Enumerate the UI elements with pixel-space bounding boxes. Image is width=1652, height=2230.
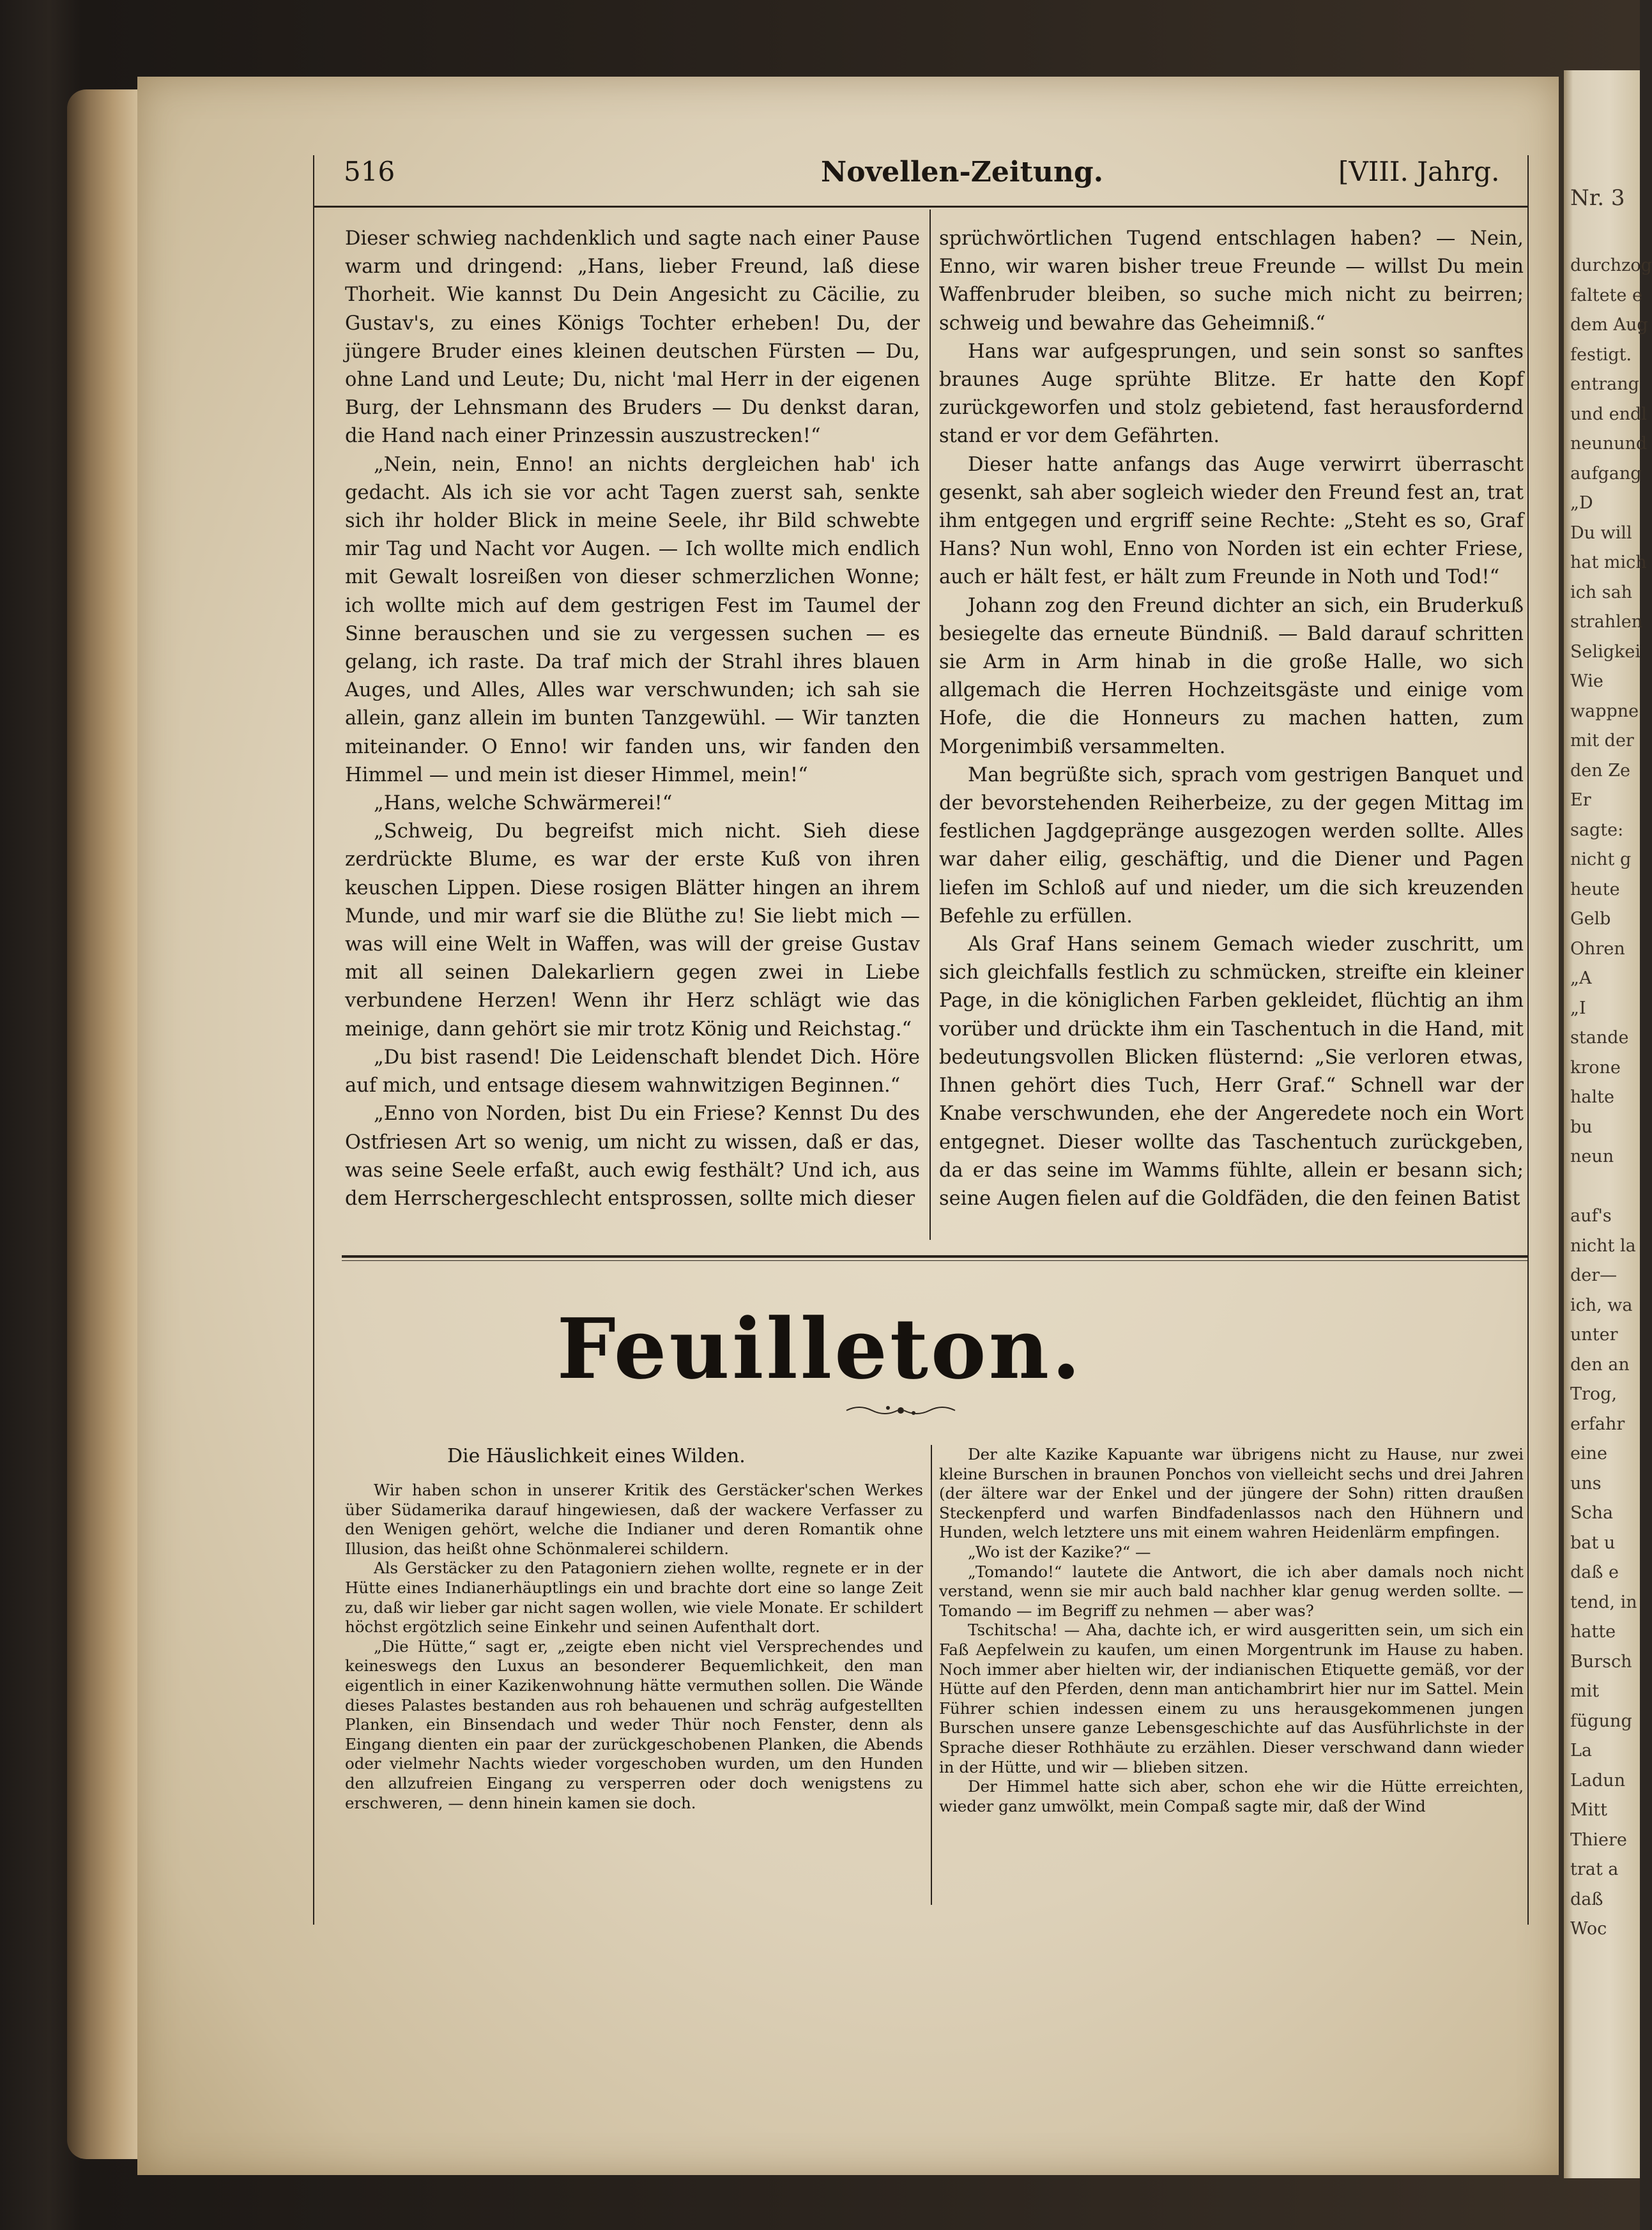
next-page-line: „I	[1570, 998, 1586, 1018]
volume-year: [VIII. Jahrg.	[1338, 156, 1500, 187]
next-page-line: Thiere	[1570, 1829, 1627, 1850]
next-page-line: Scha	[1570, 1503, 1614, 1523]
next-page-line: Wie	[1570, 671, 1603, 691]
next-page-line: den Ze	[1570, 760, 1630, 781]
next-page-line: trat a	[1570, 1860, 1619, 1879]
column-divider-feuilleton	[931, 1445, 932, 1905]
next-page-line: hatte	[1570, 1622, 1616, 1642]
next-page-line: Du will	[1570, 523, 1632, 543]
next-page-line: Mitt	[1570, 1800, 1607, 1820]
feuilleton-heading: Feuilleton.	[556, 1300, 1083, 1398]
paragraph: Wir haben schon in unserer Kritik des Gerstäcker'schen Werkes über Südamerika darauf hingewiesen, daß der wackere Verfasser zu den Wenigen gehört, welche die Indianer und deren Romantik ohne Illusion, das heißt ohne Schönmalerei schildern.	[345, 1481, 923, 1558]
next-page-line: Ladun	[1570, 1770, 1626, 1791]
next-page-line: unter	[1570, 1325, 1618, 1345]
next-page-line: ich, wa	[1570, 1295, 1633, 1315]
paragraph: „Die Hütte,“ sagt er, „zeigte eben nicht viel Versprechendes und keineswegs den Luxus an besonderer Bequemlichkeit, den man eigentlich in einer Kazikenwohnung hätte vermuthen sollen. Die Wände dieses Palastes bestanden aus roh behauenen und schräg aufgestellten Planken, ein Binsendach und weder Thür noch Fenster, denn als Eingang dienten ein paar der zurückgeschobenen Planken, die Abends oder vielmehr Nachts wieder vorgeschoben wurden, um den Hunden den allzufreien Eingang zu versperren oder doch wenigstens zu erschweren, — denn hinein kamen sie doch.	[345, 1637, 923, 1812]
paragraph: Dieser hatte anfangs das Auge verwirrt überrascht gesenkt, sah aber sogleich wieder den Freund fest an, trat ihm entgegen und ergriff seine Rechte: „Steht es so, Graf Hans? Nun wohl, Enno von Norden ist ein echter Friese, auch er hält fest, er hält zum Freunde in Noth und Tod!“	[939, 453, 1524, 589]
next-page-line: heute	[1570, 879, 1620, 899]
next-page-line: mit	[1570, 1681, 1600, 1701]
paragraph: Tschitscha! — Aha, dachte ich, er wird ausgeritten sein, um sich ein Faß Aepfelwein zu kaufen, um einen Morgentrunk im Hause zu haben. Noch immer aber hielten wir, der indianischen Etiquette gemäß, vor der Hütte auf den Pferden, denn man antichambrirt hier nur im Sattel. Mein Führer schien indessen einem zu uns herausgekommenen jungen Burschen unsere ganze Lebensgeschichte auf das Ausführlichste in der Sprache dieser Rothhäute zu erzählen. Dieser verschwand dann wieder in der Hütte, und wir — blieben sitzen.	[939, 1621, 1524, 1776]
next-page-line: mit der	[1570, 731, 1634, 751]
left-frame-line	[313, 155, 314, 1925]
feuilleton-left-column	[345, 1481, 923, 1915]
feuilleton-rule-lower	[342, 1260, 1529, 1261]
next-page-line: krone	[1570, 1057, 1621, 1078]
paragraph: Johann zog den Freund dichter an sich, ein Bruderkuß besiegelte das erneute Bündniß. — Bald darauf schritten sie Arm in Arm hinab in die große Halle, wo sich allgemach die Herren Hochzeitsgäste und einige vom Hofe, die die Honneurs zu machen hatten, zum Morgenimbiß versammelten.	[939, 594, 1524, 758]
column-divider-top	[929, 210, 931, 1240]
paragraph: „Wo ist der Kazike?“ —	[968, 1542, 1151, 1561]
right-frame-line	[1527, 155, 1529, 1925]
ornament-flourish	[843, 1402, 958, 1419]
next-page-line: Er	[1570, 790, 1591, 810]
next-page-line: und endl	[1570, 404, 1647, 424]
next-page-line: ich sah	[1570, 582, 1633, 602]
next-page-line: eine	[1570, 1444, 1607, 1463]
feuilleton-right-column	[939, 1445, 1524, 1918]
paragraph: sprüchwörtlichen Tugend entschlagen haben? — Nein, Enno, wir waren bisher treue Freunde — willst Du mein Waffenbruder bleiben, so suche mich nicht zu beirren; schweig und bewahre das Geheimniß.“	[939, 227, 1524, 335]
next-page-line: den an	[1570, 1354, 1630, 1375]
paragraph: Man begrüßte sich, sprach vom gestrigen Banquet und der bevorstehenden Reiherbeize, zu der gegen Mittag im festlichen Jagdgepränge ausgezogen werden sollte. Alles war daher eilig, geschäftig, und die Diener und Pagen liefen im Schloß auf und nieder, um die sich kreuzenden Befehle zu erfüllen.	[939, 763, 1524, 928]
next-page-line: wappne	[1570, 701, 1639, 721]
next-page-line: fügung	[1570, 1711, 1632, 1731]
paragraph: Hans war aufgesprungen, und sein sonst so sanftes braunes Auge sprühte Blitze. Er hatte den Kopf zurückgeworfen und stolz gebietend, fast herausfordernd stand er vor dem Gefährten.	[939, 340, 1524, 448]
next-page-line: sagte:	[1570, 820, 1624, 840]
paragraph: Der Himmel hatte sich aber, schon ehe wir die Hütte erreichten, wieder ganz umwölkt, mein Compaß sagte mir, daß der Wind	[939, 1777, 1524, 1815]
next-page-line: halte	[1570, 1087, 1614, 1107]
next-page-line: „A	[1570, 968, 1592, 988]
feuilleton-rule-upper	[342, 1255, 1529, 1258]
next-page-line: Ohren	[1570, 938, 1625, 959]
next-page-line: daß e	[1570, 1562, 1619, 1582]
paragraph: Als Graf Hans seinem Gemach wieder zuschritt, um sich gleichfalls festlich zu schmücken, streifte ein kleiner Page, in die königlichen Farben gekleidet, flüchtig an ihm vorüber und drückte ihm ein Taschentuch in die Hand, mit bedeutungsvollen Blicken flüsternd: „Sie verloren etwas, Ihnen gehört dies Tuch, Herr Graf.“ Schnell war der Knabe verschwunden, ehe der Angeredete noch ein Wort entgegnet. Dieser wollte das Taschentuch zurückgeben, da er das seine im Wamms fühlte, allein er besann sich; seine Augen fielen auf die Goldfäden, die den feinen Batist	[939, 933, 1524, 1210]
paragraph: Der alte Kazike Kapuante war übrigens nicht zu Hause, nur zwei kleine Burschen in braunen Ponchos von vielleicht sechs und drei Jahren (der ältere war der Enkel und der jüngere der Sohn) ritten draußen Steckenpferd und warfen Bindfadenlassos nach den Hühnern und Hunden, welch letztere uns mit einem wahren Heidenlärm empfingen.	[939, 1445, 1524, 1542]
article-title: Die Häuslichkeit eines Wilden.	[447, 1445, 746, 1467]
next-page-line: stande	[1570, 1028, 1629, 1048]
next-page-line: bu	[1570, 1117, 1593, 1137]
next-page-line: La	[1570, 1741, 1593, 1760]
header-rule	[313, 206, 1529, 208]
next-page-line: dem Aug	[1570, 315, 1648, 335]
next-page-line: neunund	[1570, 434, 1648, 454]
newspaper-title: Novellen-Zeitung.	[821, 156, 1104, 188]
next-page-line: erfahr	[1570, 1414, 1625, 1434]
next-page-line: auf's	[1570, 1206, 1612, 1226]
paragraph: „Hans, welche Schwärmerei!“	[374, 792, 673, 815]
book-page-edges	[67, 89, 144, 2159]
next-page-line: durchzog	[1570, 256, 1652, 275]
next-page-line: Woc	[1570, 1919, 1607, 1939]
paragraph: „Du bist rasend! Die Leidenschaft blendet Dich. Höre auf mich, und entsage diesem wahnwitzigen Beginnen.“	[345, 1046, 920, 1097]
next-page-line: uns	[1570, 1473, 1602, 1493]
next-page-line: bat u	[1570, 1532, 1616, 1553]
next-page-line: tend, in	[1570, 1592, 1637, 1612]
paragraph: Als Gerstäcker zu den Patagoniern ziehen wollte, regnete er in der Hütte eines Indianerhäuptlings ein und brachte dort eine so lange Zeit zu, daß wir lieber gar nicht sagen wollen, wie viele Monate. Er schildert höchst ergötzlich seine Einkehr und seinen Aufenthalt dort.	[345, 1559, 923, 1637]
next-page-line: Gelb	[1570, 909, 1611, 929]
next-page-line: „D	[1570, 493, 1593, 513]
paragraph: „Enno von Norden, bist Du ein Friese? Kennst Du des Ostfriesen Art so wenig, um nicht zu wissen, daß er das, was seine Seele erfaßt, auch ewig festhält? Und ich, aus dem Herrschergeschlecht entsprossen, sollte mich dieser	[345, 1103, 920, 1210]
next-page-line: nicht g	[1570, 850, 1632, 869]
next-page-line: festigt.	[1570, 344, 1632, 365]
paragraph: Dieser schwieg nachdenklich und sagte nach einer Pause warm und dringend: „Hans, lieber Freund, laß diese Thorheit. Wie kannst Du Dein Angesicht zu Cäcilie, zu Gustav's, zu eines Königs Tochter erheben! Du, der jüngere Bruder eines kleinen deutschen Fürsten — Du, ohne Land und Leute; Du, nicht 'mal Herr in der eigenen Burg, der Lehnsmann des Bruders — Du denkst daran, die Hand nach einer Prinzessin auszustrecken!“	[345, 227, 920, 448]
story-right-column	[939, 225, 1524, 1241]
page-number: 516	[344, 156, 395, 187]
next-page-line: daß	[1570, 1889, 1603, 1909]
next-page-line: entrang	[1570, 374, 1639, 394]
paragraph: „Nein, nein, Enno! an nichts dergleichen hab' ich gedacht. Als ich sie vor acht Tagen zuerst sah, senkte sich ihr holder Blick in meine Seele, ihr Bild schwebte mir Tag und Nacht vor Augen. — Ich wollte mich endlich mit Gewalt losreißen von dieser schmerzlichen Wonne; ich wollte mich auf dem gestrigen Fest im Taumel der Sinne berauschen und sie zu vergessen suchen — es gelang, ich raste. Da traf mich der Strahl ihres blauen Auges, und Alles, Alles war verschwunden; ich sah sie allein, ganz allein im bunten Tanzgewühl. — Wir tanzten miteinander. O Enno! wir fanden uns, wir fanden den Himmel — und mein ist dieser Himmel, mein!“	[345, 453, 920, 786]
paragraph: „Tomando!“ lautete die Antwort, die ich aber damals noch nicht verstand, wenn sie mir auch bald nachher klar genug werden sollte. — Tomando — im Begriff zu nehmen — aber was?	[939, 1562, 1524, 1620]
next-page-line: hat mich	[1570, 553, 1647, 572]
next-page-line: neun	[1570, 1147, 1614, 1166]
next-page-line: Trog,	[1570, 1384, 1618, 1404]
next-page-line: aufgang	[1570, 463, 1642, 484]
next-page-line: faltete e	[1570, 285, 1642, 305]
paragraph: „Schweig, Du begreifst mich nicht. Sieh diese zerdrückte Blume, es war der erste Kuß von ihren keuschen Lippen. Diese rosigen Blätter hingen an ihrem Munde, und mir warf sie die Blüthe zu! Sie liebt mich — was will eine Welt in Waffen, was will der greise Gustav mit all seinen Dalekarliern gegen zwei in Liebe verbundene Herzen! Wenn ihr Herz schlägt wie das meinige, dann gehört sie mir trotz König und Reichstag.“	[345, 820, 920, 1041]
next-page-line: der—	[1570, 1265, 1618, 1285]
next-page-line: nicht la	[1570, 1235, 1636, 1256]
next-page-line: Seligkei	[1570, 641, 1641, 662]
next-page-line: strahlen	[1570, 612, 1643, 632]
story-left-column	[345, 225, 920, 1241]
next-page-line: Bursch	[1570, 1651, 1632, 1672]
next-page-header: Nr. 3	[1570, 185, 1625, 211]
